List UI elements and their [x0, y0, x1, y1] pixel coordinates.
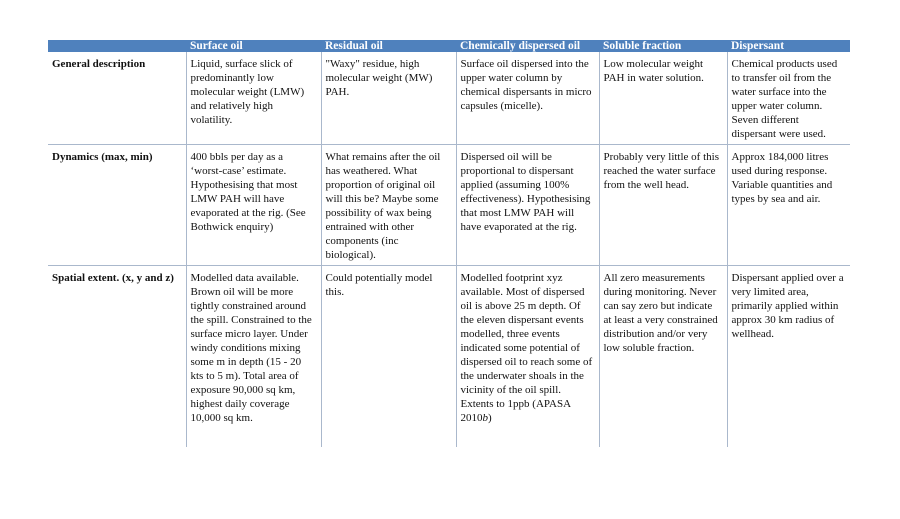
table-cell: Chemical products used to transfer oil from the water surface into the upper water column. Seven different dispersant were used.: [727, 52, 850, 145]
oil-fractions-table: [48, 40, 850, 447]
header-residual-oil: Residual oil: [321, 40, 456, 52]
table-cell: [456, 266, 599, 448]
table-cell: Could potentially model this.: [321, 266, 456, 448]
table-cell: What remains after the oil has weathered. What proportion of original oil will this be? Maybe some possibility of wax being entrained with other components (inc biological).: [321, 145, 456, 266]
table-cell: Surface oil dispersed into the upper water column by chemical dispersants in micro capsules (micelle).: [456, 52, 599, 145]
header-corner: [48, 40, 186, 52]
header-row: [48, 40, 850, 52]
row-label-spatial-extent: Spatial extent. (x, y and z): [52, 272, 174, 284]
header-dispersant: Dispersant: [727, 40, 850, 52]
header-soluble-fraction: Soluble fraction: [599, 40, 727, 52]
row-label-dynamics: Dynamics (max, min): [48, 145, 186, 266]
table-cell: Modelled data available. Brown oil will be more tightly constrained around the spill. Constrained to the surface micro layer. Under windy conditions mixing some m in depth (15 - 20 kts to 5 m). Total area of exposure 90,000 sq km, highest daily coverage 10,000 sq km.: [186, 266, 321, 448]
table-cell: Liquid, surface slick of predominantly low molecular weight (LMW) and relatively high volatility.: [186, 52, 321, 145]
citation-close: ): [488, 412, 492, 424]
table-cell: Probably very little of this reached the water surface from the well head.: [599, 145, 727, 266]
table-cell: Low molecular weight PAH in water solution.: [599, 52, 727, 145]
row-label-general-description: General description: [48, 52, 186, 145]
cell-text: Modelled footprint xyz available. Most of dispersed oil is above 25 m depth. Of the eleven dispersant events modelled, three events indicated some potential of dispersed oil to reach some of the underwater shoals in the vicinity of the oil spill. Extents to 1ppb (APASA 2010: [460, 272, 593, 424]
table-cell: All zero measurements during monitoring. Never can say zero but indicate at least a very constrained distribution and/or very low soluble fraction.: [599, 266, 727, 448]
table-row: [48, 52, 850, 145]
table-row: [48, 266, 850, 448]
table-cell: Dispersant applied over a very limited area, primarily applied within approx 30 km radius of wellhead.: [727, 266, 850, 448]
citation-suffix: b: [482, 412, 488, 424]
table-cell: "Waxy" residue, high molecular weight (MW) PAH.: [321, 52, 456, 145]
table-cell: Approx 184,000 litres used during response. Variable quantities and types by sea and air.: [727, 145, 850, 266]
header-chemically-dispersed-oil: Chemically dispersed oil: [456, 40, 599, 52]
header-surface-oil: Surface oil: [186, 40, 321, 52]
table-cell: 400 bbls per day as a ‘worst-case’ estimate. Hypothesising that most LMW PAH will have evaporated at the rig. (See Bothwick enquiry): [186, 145, 321, 266]
table-row: [48, 145, 850, 266]
table-cell: Dispersed oil will be proportional to dispersant applied (assuming 100% effectiveness). Hypothesising that most LMW PAH will have evaporated at the rig.: [456, 145, 599, 266]
